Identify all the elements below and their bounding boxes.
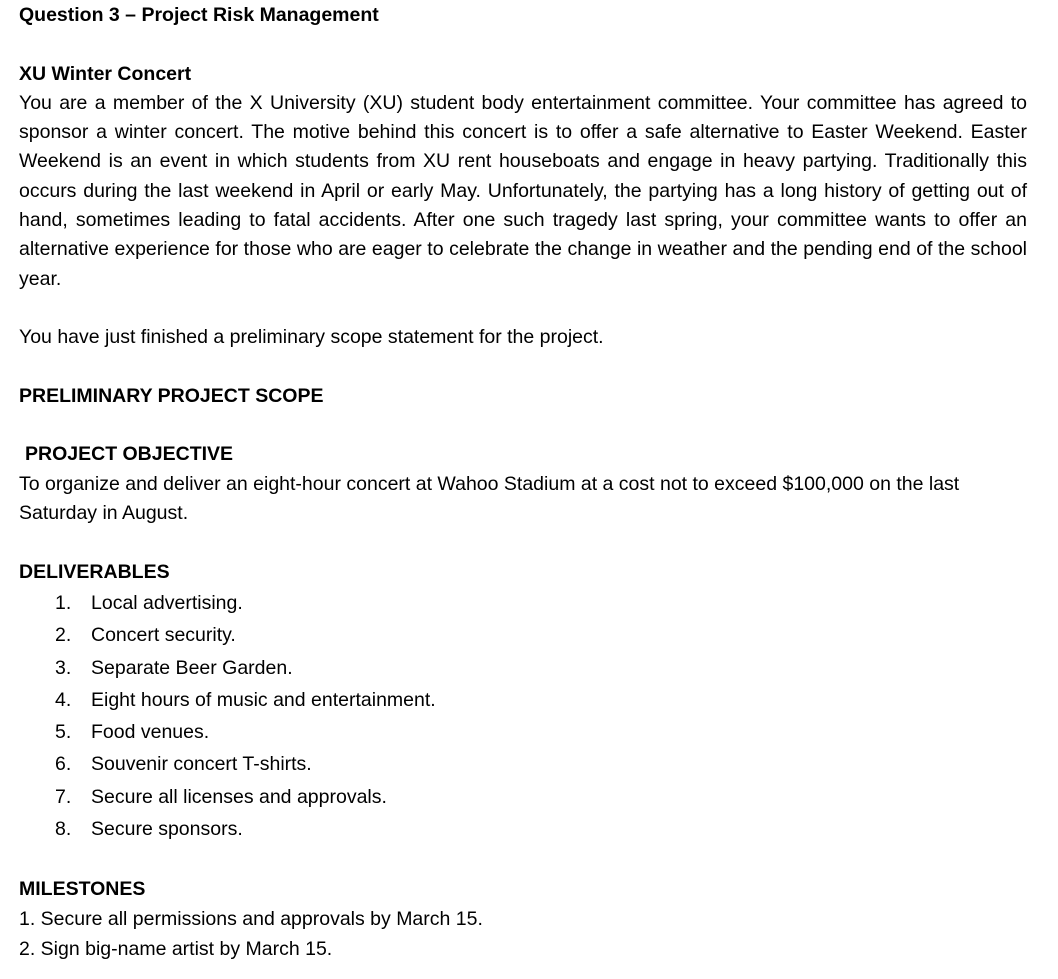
list-item-number: 4. xyxy=(55,688,72,711)
list-item xyxy=(19,587,1027,619)
list-item-text: Eight hours of music and entertainment. xyxy=(91,688,436,711)
list-item xyxy=(19,652,1027,684)
list-item-number: 8. xyxy=(55,818,72,841)
list-item-text: Food venues. xyxy=(91,721,210,744)
scope-heading: PRELIMINARY PROJECT SCOPE xyxy=(19,384,324,407)
list-item-number: 2. xyxy=(55,624,72,647)
milestones-heading: MILESTONES xyxy=(19,877,146,900)
objective-heading: PROJECT OBJECTIVE xyxy=(25,443,234,466)
list-item xyxy=(19,619,1027,651)
intro-paragraph: You are a member of the X University (XU) student body entertainment committee. Your committee has agreed to sponsor a winter concert. The motive behind this concert is to offer a safe alternative to Easter Weekend. Easter Weekend is an event in which students from XU rent houseboats and engage in heavy partying. Traditionally this occurs during the last weekend in April or early May. Unfortunately, the partying has a long history of getting out of hand, sometimes leading to fatal accidents. After one such tragedy last spring, your committee wants to offer an alternative experience for those who are eager to celebrate the change in weather and the pending end of the school year. xyxy=(19,91,1027,290)
spacer xyxy=(19,353,1027,382)
objective-text: To organize and deliver an eight-hour concert at Wahoo Stadium at a cost not to exceed $100,000 on the last Saturday in August. xyxy=(19,472,960,525)
spacer xyxy=(19,845,1027,874)
spacer xyxy=(19,294,1027,323)
list-item-number: 1. xyxy=(55,591,72,614)
list-item-number: 7. xyxy=(55,785,72,808)
milestone-item: 1. Secure all permissions and approvals by March 15. xyxy=(19,907,483,930)
deliverables-list xyxy=(19,587,1027,845)
milestone-item: 2. Sign big-name artist by March 15. xyxy=(19,938,333,961)
list-item-number: 6. xyxy=(55,753,72,776)
list-item-text: Souvenir concert T-shirts. xyxy=(91,753,312,776)
list-item xyxy=(19,748,1027,780)
spacer xyxy=(19,30,1027,59)
list-item-text: Concert security. xyxy=(91,624,236,647)
milestones-list xyxy=(19,904,1027,965)
question-title: Question 3 – Project Risk Management xyxy=(19,4,379,26)
list-item-text: Secure all licenses and approvals. xyxy=(91,785,387,808)
scope-statement-line: You have just finished a preliminary scope statement for the project. xyxy=(19,326,604,349)
spacer xyxy=(19,528,1027,557)
list-item-number: 3. xyxy=(55,656,72,679)
case-title: XU Winter Concert xyxy=(19,62,192,85)
deliverables-heading: DELIVERABLES xyxy=(19,560,170,583)
list-item-text: Secure sponsors. xyxy=(91,818,243,841)
document-page xyxy=(19,0,1027,965)
spacer xyxy=(19,411,1027,440)
list-item-text: Separate Beer Garden. xyxy=(91,656,293,679)
list-item xyxy=(19,684,1027,716)
list-item xyxy=(19,716,1027,748)
list-item xyxy=(19,813,1027,845)
list-item-number: 5. xyxy=(55,721,72,744)
list-item-text: Local advertising. xyxy=(91,591,243,614)
list-item xyxy=(19,781,1027,813)
